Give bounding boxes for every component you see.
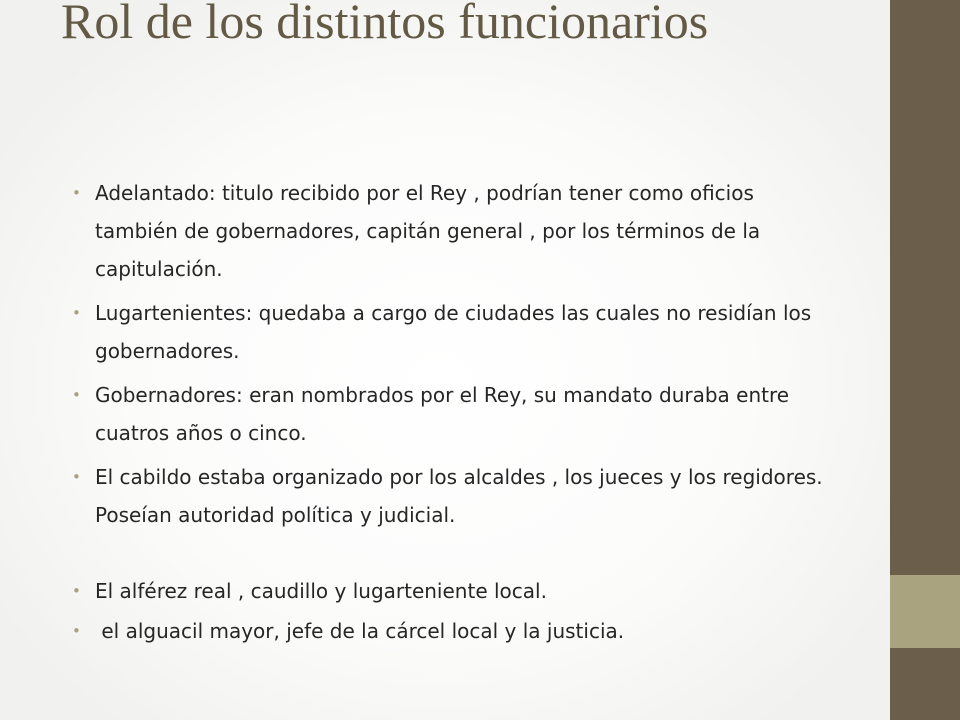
bullet-item-alferez bbox=[72, 572, 842, 610]
slide-title: Rol de los distintos funcionarios bbox=[61, 0, 709, 49]
bullet-dot-icon: • bbox=[72, 582, 81, 600]
sidebar-band-light bbox=[890, 575, 960, 648]
bullet-dot-icon: • bbox=[72, 184, 81, 202]
bullet-text: Adelantado: titulo recibido por el Rey , podrían tener como oficios también de gobernadores, capitán general , por los términos de la capitulación. bbox=[95, 181, 761, 281]
bullet-list bbox=[72, 174, 842, 650]
bullet-text: El cabildo estaba organizado por los alcaldes , los jueces y los regidores. Poseían autoridad política y judicial. bbox=[95, 465, 823, 527]
bullet-text: Gobernadores: eran nombrados por el Rey, su mandato duraba entre cuatros años o cinco. bbox=[95, 383, 790, 445]
bullet-text: el alguacil mayor, jefe de la cárcel local y la justicia. bbox=[95, 619, 625, 643]
bullet-item-adelantado bbox=[72, 174, 842, 288]
bullet-dot-icon: • bbox=[72, 386, 81, 404]
bullet-text: Lugartenientes: quedaba a cargo de ciudades las cuales no residían los gobernadores. bbox=[95, 301, 812, 363]
sidebar-band-dark-bottom bbox=[890, 648, 960, 720]
bullet-item-gobernadores bbox=[72, 376, 842, 452]
bullet-item-lugartenientes bbox=[72, 294, 842, 370]
bullet-item-cabildo bbox=[72, 458, 842, 534]
bullet-dot-icon: • bbox=[72, 622, 81, 640]
bullet-dot-icon: • bbox=[72, 468, 81, 486]
sidebar-band-dark-top bbox=[890, 0, 960, 575]
bullet-text: El alférez real , caudillo y lugarteniente local. bbox=[95, 579, 547, 603]
bullet-dot-icon: • bbox=[72, 304, 81, 322]
bullet-item-alguacil bbox=[72, 612, 842, 650]
